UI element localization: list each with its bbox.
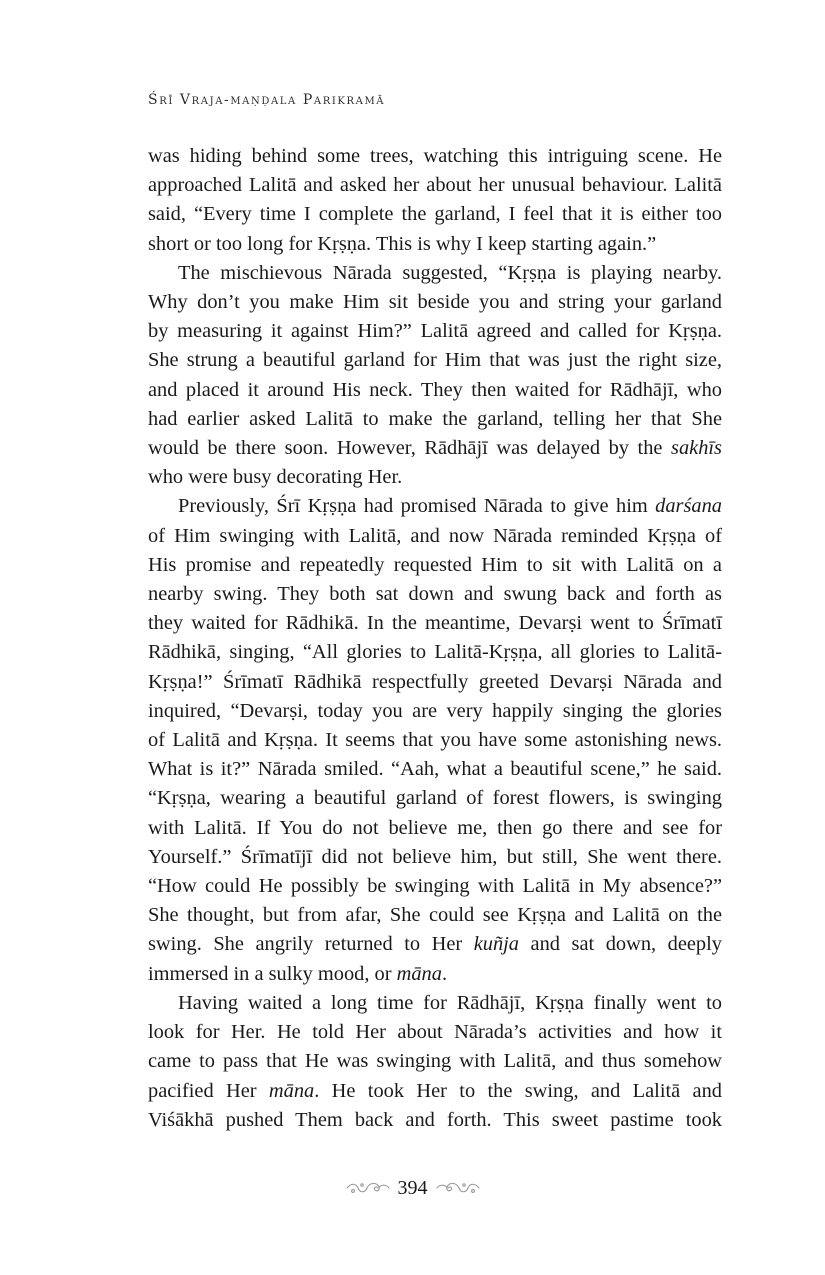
text-line: approached Lalitā and asked her about her unusual behaviour. Lalitā bbox=[148, 174, 722, 197]
text-line: She thought, but from afar, She could see Kṛṣṇa and Lalitā on the bbox=[148, 904, 722, 927]
text-line: said, “Every time I complete the garland, I feel that it is either too bbox=[148, 203, 722, 226]
page-footer bbox=[0, 1176, 825, 1200]
text-line: Yourself.” Śrīmatījī did not believe him, but still, She went there. bbox=[148, 845, 722, 868]
body-text bbox=[148, 142, 722, 1135]
text-line: Viśākhā pushed Them back and forth. This sweet pastime took bbox=[148, 1108, 722, 1131]
text-line: pacified Her māna. He took Her to the swing, and Lalitā and bbox=[148, 1079, 722, 1102]
text-line: had earlier asked Lalitā to make the garland, telling her that She bbox=[148, 407, 722, 430]
text-line: inquired, “Devarṣi, today you are very happily singing the glories bbox=[148, 699, 722, 722]
text-line: who were busy decorating Her. bbox=[148, 466, 403, 489]
text-line: Kṛṣṇa!” Śrīmatī Rādhikā respectfully greeted Devarṣi Nārada and bbox=[148, 670, 722, 693]
text-line: and placed it around His neck. They then waited for Rādhājī, who bbox=[148, 378, 722, 401]
text-line: came to pass that He was swinging with Lalitā, and thus somehow bbox=[148, 1050, 722, 1073]
page-number: 394 bbox=[397, 1176, 428, 1199]
text-line: The mischievous Nārada suggested, “Kṛṣṇa is playing nearby. bbox=[178, 261, 722, 284]
text-line: “Kṛṣṇa, wearing a beautiful garland of forest flowers, is swinging bbox=[148, 787, 722, 810]
flourish-right-icon bbox=[435, 1180, 481, 1196]
text-line: nearby swing. They both sat down and swung back and forth as bbox=[148, 583, 722, 606]
text-line: short or too long for Kṛṣṇa. This is why I keep starting again.” bbox=[148, 232, 657, 255]
text-line: His promise and repeatedly requested Him to sit with Lalitā on a bbox=[148, 553, 722, 576]
text-line: Having waited a long time for Rādhājī, Kṛṣṇa finally went to bbox=[178, 991, 722, 1014]
text-line: was hiding behind some trees, watching this intriguing scene. He bbox=[148, 145, 722, 167]
text-line: immersed in a sulky mood, or māna. bbox=[148, 962, 448, 985]
text-line: She strung a beautiful garland for Him that was just the right size, bbox=[148, 349, 722, 372]
text-line: by measuring it against Him?” Lalitā agreed and called for Kṛṣṇa. bbox=[148, 320, 722, 343]
flourish-left-icon bbox=[345, 1180, 391, 1196]
text-line: of Lalitā and Kṛṣṇa. It seems that you have some astonishing news. bbox=[148, 729, 722, 752]
text-line: “How could He possibly be swinging with Lalitā in My absence?” bbox=[148, 875, 722, 898]
text-line: with Lalitā. If You do not believe me, then go there and see for bbox=[148, 816, 722, 839]
text-line: Previously, Śrī Kṛṣṇa had promised Nārada to give him darśana bbox=[178, 495, 722, 518]
running-head: Śrī Vraja-maṇḍala Parikramā bbox=[148, 92, 386, 108]
text-line: they waited for Rādhikā. In the meantime, Devarṣi went to Śrīmatī bbox=[148, 612, 722, 635]
text-line: swing. She angrily returned to Her kuñja and sat down, deeply bbox=[148, 933, 722, 956]
text-line: of Him swinging with Lalitā, and now Nārada reminded Kṛṣṇa of bbox=[148, 524, 722, 547]
text-line: Rādhikā, singing, “All glories to Lalitā-Kṛṣṇa, all glories to Lalitā- bbox=[148, 641, 722, 664]
text-line: Why don’t you make Him sit beside you and string your garland bbox=[148, 291, 722, 314]
text-line: What is it?” Nārada smiled. “Aah, what a beautiful scene,” he said. bbox=[148, 758, 722, 781]
text-line: look for Her. He told Her about Nārada’s activities and how it bbox=[148, 1021, 722, 1044]
text-line: would be there soon. However, Rādhājī was delayed by the sakhīs bbox=[148, 437, 722, 460]
